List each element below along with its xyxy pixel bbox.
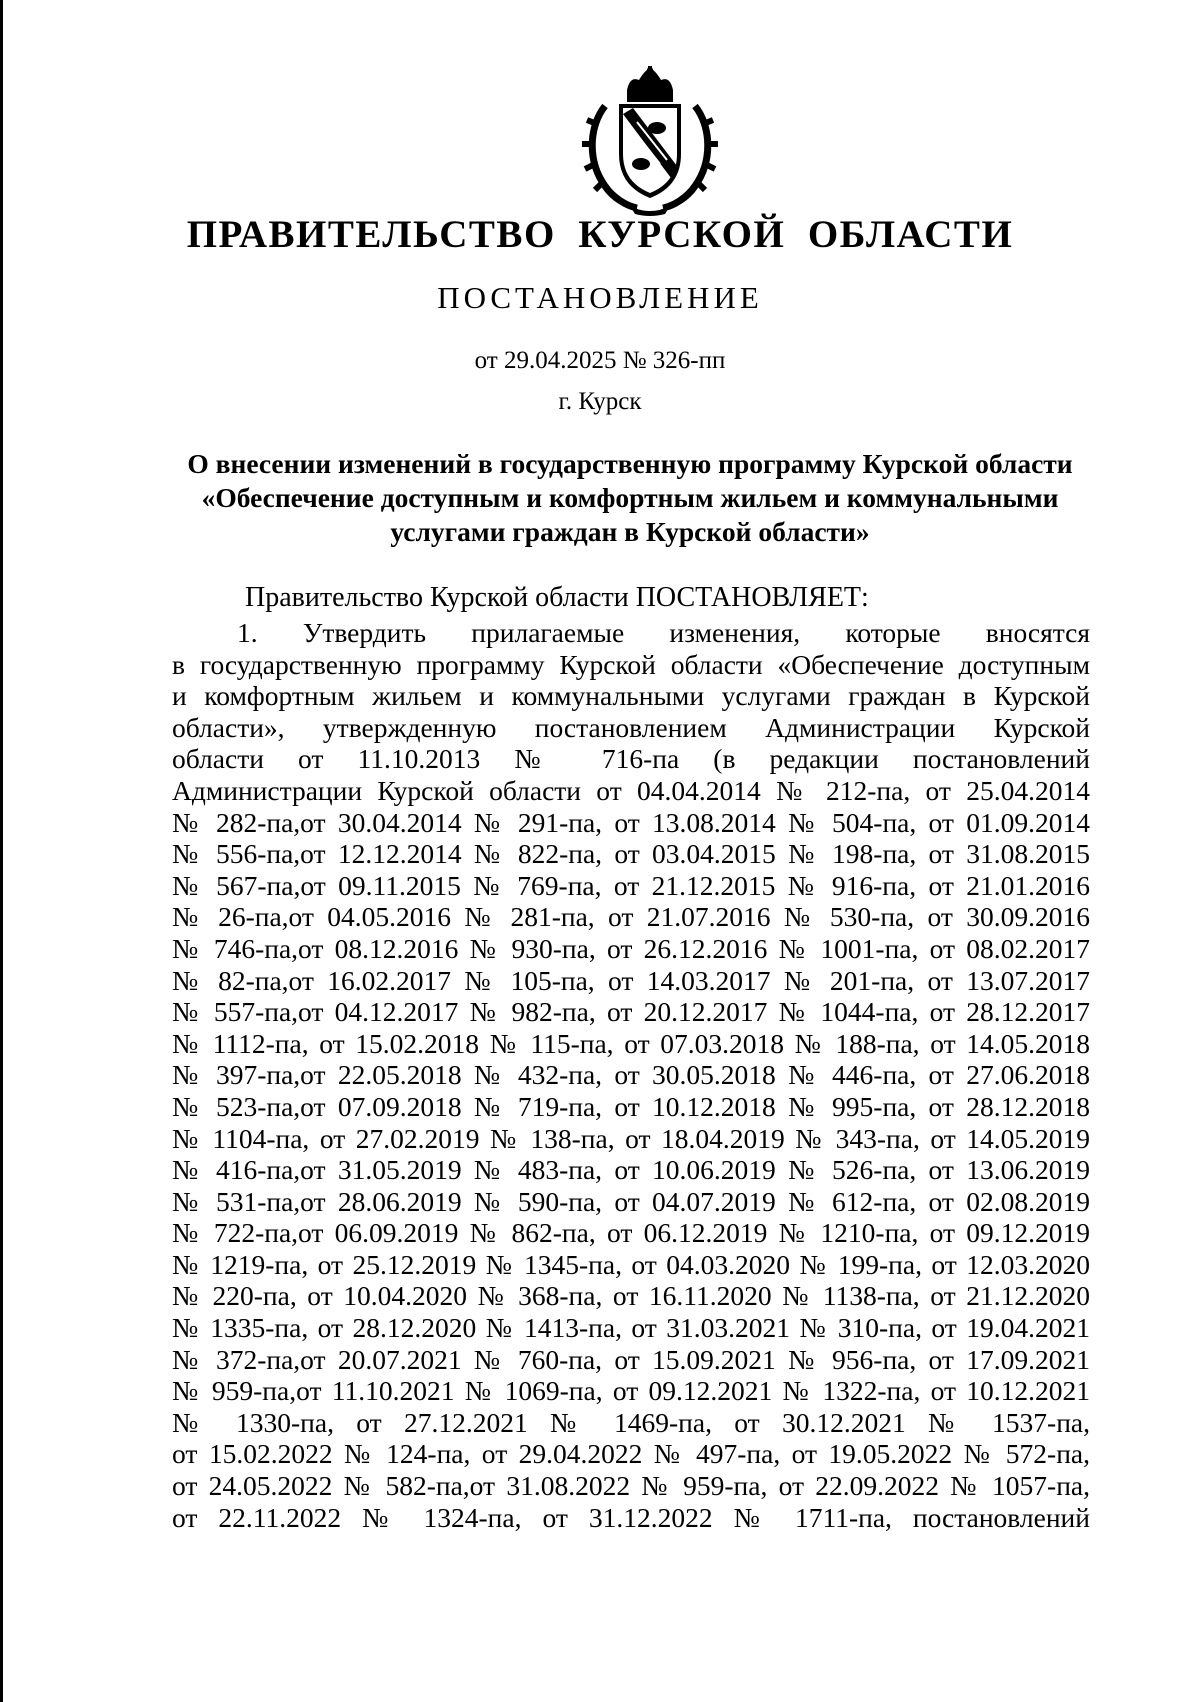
body-line: в государственную программу Курской области «Обеспечение доступным xyxy=(172,648,1090,680)
subject-line: услугами граждан в Курской области» xyxy=(390,516,870,547)
subject-line: О внесении изменений в государственную программу Курской области xyxy=(187,448,1073,479)
body-line: № 531-па,от 28.06.2019 № 590-па, от 04.07.2019 № 612-па, от 02.08.2019 xyxy=(172,1185,1090,1217)
body-line: от 22.11.2022 № 1324-па, от 31.12.2022 № 1711-па, постановлений xyxy=(172,1501,1090,1533)
body-line: № 1104-па, от 27.02.2019 № 138-па, от 18.04.2019 № 343-па, от 14.05.2019 xyxy=(172,1122,1090,1154)
subject-line: «Обеспечение доступным и комфортным жильем и коммунальными xyxy=(201,482,1059,513)
document-subject xyxy=(170,447,1090,549)
body-line: № 372-па,от 20.07.2021 № 760-па, от 15.09.2021 № 956-па, от 17.09.2021 xyxy=(172,1343,1090,1375)
kursk-coat-of-arms-icon xyxy=(575,66,725,216)
body-line: № 556-па,от 12.12.2014 № 822-па, от 03.04.2015 № 198-па, от 31.08.2015 xyxy=(172,838,1090,870)
government-title: ПРАВИТЕЛЬСТВО КУРСКОЙ ОБЛАСТИ xyxy=(186,213,1014,256)
body-line: № 282-па,от 30.04.2014 № 291-па, от 13.08.2014 № 504-па, от 01.09.2014 xyxy=(172,806,1090,838)
body-line: № 397-па,от 22.05.2018 № 432-па, от 30.05.2018 № 446-па, от 27.06.2018 xyxy=(172,1059,1090,1091)
body-line: № 26-па,от 04.05.2016 № 281-па, от 21.07.2016 № 530-па, от 30.09.2016 xyxy=(172,901,1090,933)
body-line: № 1219-па, от 25.12.2019 № 1345-па, от 04.03.2020 № 199-па, от 12.03.2020 xyxy=(172,1248,1090,1280)
body-line: от 24.05.2022 № 582-па,от 31.08.2022 № 959-па, от 22.09.2022 № 1057-па, xyxy=(172,1470,1090,1502)
body-line: Администрации Курской области от 04.04.2014 № 212-па, от 25.04.2014 xyxy=(172,774,1090,806)
body-line: № 416-па,от 31.05.2019 № 483-па, от 10.06.2019 № 526-па, от 13.06.2019 xyxy=(172,1154,1090,1186)
body-line: № 82-па,от 16.02.2017 № 105-па, от 14.03.2017 № 201-па, от 13.07.2017 xyxy=(172,964,1090,996)
body-line: № 959-па,от 11.10.2021 № 1069-па, от 09.12.2021 № 1322-па, от 10.12.2021 xyxy=(172,1375,1090,1407)
body-line: № 1330-па, от 27.12.2021 № 1469-па, от 30.12.2021 № 1537-па, xyxy=(172,1406,1090,1438)
body-line: области от 11.10.2013 № 716-па (в редакции постановлений xyxy=(172,743,1090,775)
document-city: г. Курск xyxy=(558,388,642,415)
body-line: № 746-па,от 08.12.2016 № 930-па, от 26.12.2016 № 1001-па, от 08.02.2017 xyxy=(172,932,1090,964)
body-line: № 220-па, от 10.04.2020 № 368-па, от 16.11.2020 № 1138-па, от 21.12.2020 xyxy=(172,1280,1090,1312)
body-line: № 523-па,от 07.09.2018 № 719-па, от 10.12.2018 № 995-па, от 28.12.2018 xyxy=(172,1090,1090,1122)
body-line: № 1112-па, от 15.02.2018 № 115-па, от 07.03.2018 № 188-па, от 14.05.2018 xyxy=(172,1027,1090,1059)
body-line: № 722-па,от 06.09.2019 № 862-па, от 06.12.2019 № 1210-па, от 09.12.2019 xyxy=(172,1217,1090,1249)
body-line: от 15.02.2022 № 124-па, от 29.04.2022 № 497-па, от 19.05.2022 № 572-па, xyxy=(172,1438,1090,1470)
document-number: от 29.04.2025 № 326-пп xyxy=(474,347,726,374)
body-text xyxy=(172,617,1090,1533)
body-line: № 1335-па, от 28.12.2020 № 1413-па, от 31.03.2021 № 310-па, от 19.04.2021 xyxy=(172,1312,1090,1344)
body-line: и комфортным жильем и коммунальными услугами граждан в Курской xyxy=(172,680,1090,712)
document-type: ПОСТАНОВЛЕНИЕ xyxy=(437,280,763,315)
preamble: Правительство Курской области ПОСТАНОВЛЯЕТ: xyxy=(245,582,869,613)
body-line: 1. Утвердить прилагаемые изменения, которые вносятся xyxy=(237,617,1090,648)
body-line: № 567-па,от 09.11.2015 № 769-па, от 21.12.2015 № 916-па, от 21.01.2016 xyxy=(172,869,1090,901)
body-line: № 557-па,от 04.12.2017 № 982-па, от 20.12.2017 № 1044-па, от 28.12.2017 xyxy=(172,996,1090,1028)
body-line: области», утвержденную постановлением Администрации Курской xyxy=(172,711,1090,743)
